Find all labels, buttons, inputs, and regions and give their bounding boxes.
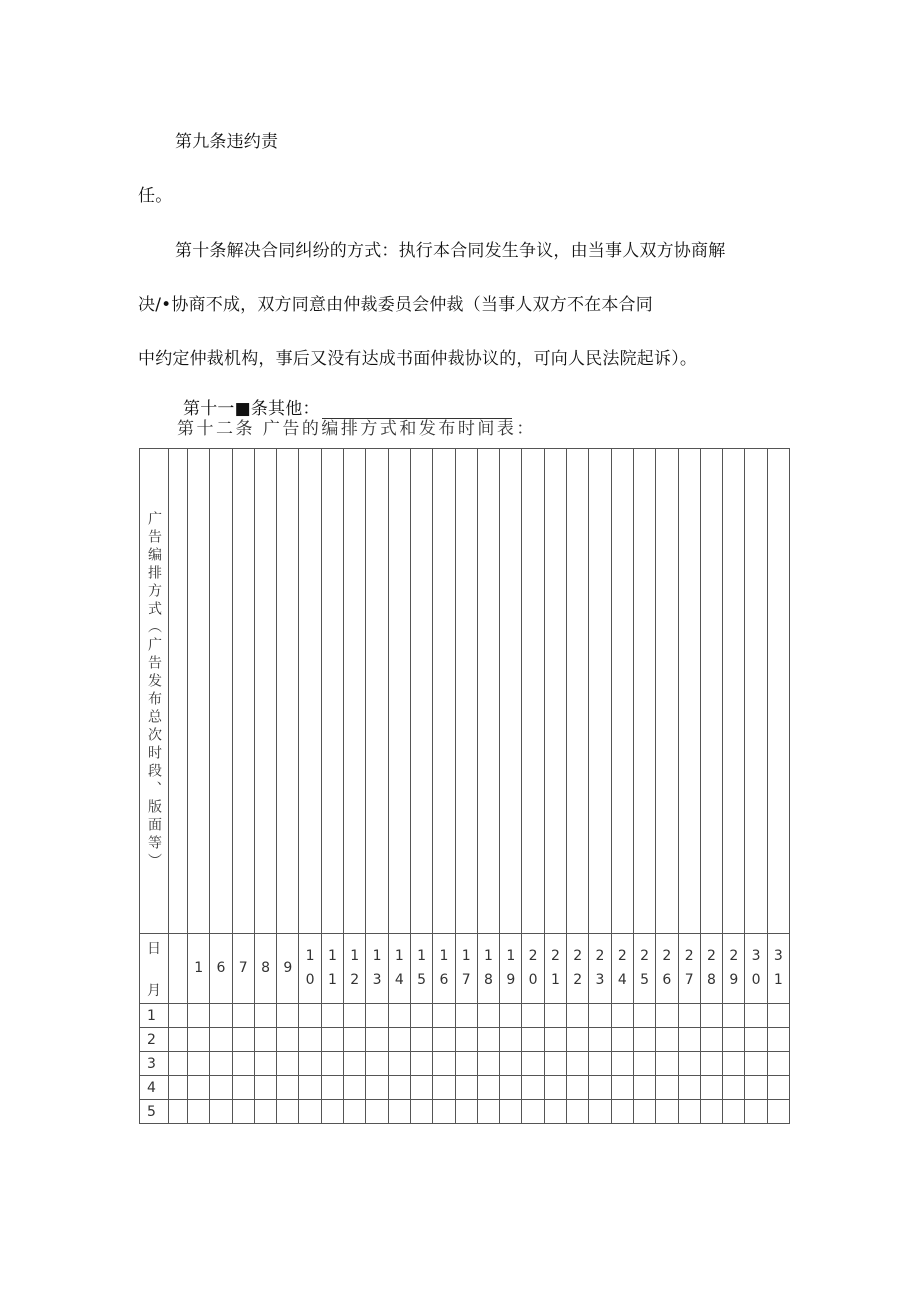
schedule-cell[interactable] bbox=[169, 1076, 188, 1100]
article-10-line-1: 第十条解决合同纠纷的方式：执行本合同发生争议，由当事人双方协商解 bbox=[175, 241, 726, 261]
schedule-cell[interactable] bbox=[633, 1004, 655, 1028]
schedule-cell[interactable] bbox=[723, 1028, 745, 1052]
day-number-cell bbox=[299, 934, 321, 1004]
day-number-cell bbox=[745, 934, 767, 1004]
schedule-cell[interactable] bbox=[723, 1052, 745, 1076]
month-number: 2 bbox=[140, 1028, 169, 1052]
layout-method-cell[interactable] bbox=[678, 449, 700, 934]
schedule-cell[interactable] bbox=[254, 1076, 276, 1100]
schedule-cell[interactable] bbox=[767, 1076, 789, 1100]
article-10-line-2: 决/•协商不成，双方同意由仲裁委员会仲裁（当事人双方不在本合同 bbox=[138, 295, 653, 315]
schedule-cell[interactable] bbox=[277, 1028, 299, 1052]
schedule-cell[interactable] bbox=[169, 1052, 188, 1076]
day-number-cell bbox=[767, 934, 789, 1004]
layout-method-cell[interactable] bbox=[210, 449, 232, 934]
layout-method-header bbox=[140, 449, 169, 934]
day-number: 2 0 bbox=[528, 948, 538, 988]
layout-method-cell[interactable] bbox=[656, 449, 678, 934]
schedule-cell[interactable] bbox=[633, 1100, 655, 1124]
day-number: 1 9 bbox=[506, 948, 516, 988]
schedule-cell[interactable] bbox=[388, 1028, 410, 1052]
schedule-cell[interactable] bbox=[366, 1028, 388, 1052]
schedule-cell[interactable] bbox=[254, 1052, 276, 1076]
layout-method-cell[interactable] bbox=[344, 449, 366, 934]
schedule-cell[interactable] bbox=[567, 1100, 589, 1124]
day-number: 1 5 bbox=[417, 948, 427, 988]
table-row bbox=[140, 1004, 790, 1028]
month-number: 4 bbox=[140, 1076, 169, 1100]
layout-method-cell[interactable] bbox=[321, 449, 343, 934]
schedule-cell[interactable] bbox=[589, 1028, 611, 1052]
day-number: 2 6 bbox=[662, 948, 672, 988]
schedule-cell[interactable] bbox=[589, 1100, 611, 1124]
layout-method-cell[interactable] bbox=[500, 449, 522, 934]
article-11-label: 第十一■条其他： bbox=[183, 399, 320, 419]
schedule-cell[interactable] bbox=[388, 1004, 410, 1028]
layout-method-cell[interactable] bbox=[567, 449, 589, 934]
schedule-cell[interactable] bbox=[700, 1052, 722, 1076]
schedule-cell[interactable] bbox=[633, 1076, 655, 1100]
schedule-cell[interactable] bbox=[567, 1052, 589, 1076]
schedule-cell[interactable] bbox=[723, 1076, 745, 1100]
layout-method-cell[interactable] bbox=[477, 449, 499, 934]
schedule-cell[interactable] bbox=[567, 1076, 589, 1100]
day-number: 1 1 bbox=[327, 948, 337, 988]
schedule-cell[interactable] bbox=[410, 1028, 432, 1052]
schedule-cell[interactable] bbox=[700, 1028, 722, 1052]
schedule-cell[interactable] bbox=[232, 1028, 254, 1052]
schedule-cell[interactable] bbox=[321, 1028, 343, 1052]
schedule-cell[interactable] bbox=[169, 1004, 188, 1028]
schedule-cell[interactable] bbox=[210, 1076, 232, 1100]
schedule-cell[interactable] bbox=[410, 1100, 432, 1124]
schedule-cell[interactable] bbox=[611, 1004, 633, 1028]
schedule-cell[interactable] bbox=[188, 1076, 210, 1100]
schedule-cell[interactable] bbox=[500, 1004, 522, 1028]
schedule-cell[interactable] bbox=[366, 1100, 388, 1124]
schedule-cell[interactable] bbox=[254, 1028, 276, 1052]
day-number: 2 5 bbox=[640, 948, 650, 988]
layout-method-cell[interactable] bbox=[611, 449, 633, 934]
schedule-cell[interactable] bbox=[678, 1004, 700, 1028]
month-label: 月 bbox=[147, 982, 161, 999]
schedule-cell[interactable] bbox=[344, 1076, 366, 1100]
schedule-cell[interactable] bbox=[745, 1004, 767, 1028]
day-number: 9 bbox=[283, 959, 293, 976]
schedule-cell[interactable] bbox=[188, 1028, 210, 1052]
schedule-cell[interactable] bbox=[678, 1052, 700, 1076]
day-number: 3 1 bbox=[773, 948, 783, 988]
day-number-cell bbox=[277, 934, 299, 1004]
day-number: 2 3 bbox=[595, 948, 605, 988]
schedule-cell[interactable] bbox=[366, 1076, 388, 1100]
schedule-cell[interactable] bbox=[522, 1100, 544, 1124]
article-10-line-3: 中约定仲裁机构，事后又没有达成书面仲裁协议的，可向人民法院起诉）。 bbox=[138, 349, 698, 369]
schedule-cell[interactable] bbox=[321, 1004, 343, 1028]
schedule-cell[interactable] bbox=[589, 1052, 611, 1076]
day-label: 日 bbox=[147, 940, 161, 957]
layout-method-cell[interactable] bbox=[299, 449, 321, 934]
day-number: 2 7 bbox=[684, 948, 694, 988]
schedule-cell[interactable] bbox=[232, 1076, 254, 1100]
layout-method-cell[interactable] bbox=[433, 449, 455, 934]
day-number-cell bbox=[567, 934, 589, 1004]
article-12-heading: 第十二条 广告的编排方式和发布时间表： bbox=[177, 419, 536, 439]
schedule-cell[interactable] bbox=[522, 1028, 544, 1052]
table-row bbox=[140, 1100, 790, 1124]
day-number: 2 1 bbox=[550, 948, 560, 988]
day-number-cell bbox=[254, 934, 276, 1004]
schedule-cell[interactable] bbox=[678, 1100, 700, 1124]
day-number: 6 bbox=[216, 959, 226, 976]
schedule-cell[interactable] bbox=[544, 1076, 566, 1100]
schedule-cell[interactable] bbox=[477, 1076, 499, 1100]
day-number: 1 6 bbox=[439, 948, 449, 988]
schedule-cell[interactable] bbox=[745, 1052, 767, 1076]
schedule-cell[interactable] bbox=[500, 1052, 522, 1076]
schedule-cell[interactable] bbox=[433, 1028, 455, 1052]
article-9-heading: 第九条违约责 bbox=[175, 132, 279, 152]
table-row bbox=[140, 1052, 790, 1076]
layout-method-cell[interactable] bbox=[366, 449, 388, 934]
schedule-cell[interactable] bbox=[723, 1100, 745, 1124]
schedule-cell[interactable] bbox=[366, 1004, 388, 1028]
schedule-cell[interactable] bbox=[388, 1100, 410, 1124]
schedule-cell[interactable] bbox=[678, 1028, 700, 1052]
schedule-cell[interactable] bbox=[210, 1004, 232, 1028]
schedule-cell[interactable] bbox=[767, 1004, 789, 1028]
schedule-cell[interactable] bbox=[589, 1004, 611, 1028]
schedule-cell[interactable] bbox=[522, 1076, 544, 1100]
ad-schedule-table bbox=[139, 448, 790, 1124]
schedule-cell[interactable] bbox=[188, 1100, 210, 1124]
layout-method-cell[interactable] bbox=[232, 449, 254, 934]
schedule-cell[interactable] bbox=[455, 1028, 477, 1052]
schedule-cell[interactable] bbox=[544, 1100, 566, 1124]
layout-method-cell[interactable] bbox=[522, 449, 544, 934]
schedule-cell[interactable] bbox=[344, 1004, 366, 1028]
schedule-cell[interactable] bbox=[700, 1076, 722, 1100]
month-day-label-cell bbox=[140, 934, 169, 1004]
day-number: 1 3 bbox=[372, 948, 382, 988]
schedule-cell[interactable] bbox=[723, 1004, 745, 1028]
schedule-cell[interactable] bbox=[477, 1052, 499, 1076]
schedule-cell[interactable] bbox=[455, 1004, 477, 1028]
schedule-cell[interactable] bbox=[388, 1052, 410, 1076]
schedule-cell[interactable] bbox=[544, 1052, 566, 1076]
day-number-cell bbox=[388, 934, 410, 1004]
layout-method-cell[interactable] bbox=[589, 449, 611, 934]
day-number-cell bbox=[723, 934, 745, 1004]
schedule-cell[interactable] bbox=[410, 1052, 432, 1076]
schedule-cell[interactable] bbox=[522, 1004, 544, 1028]
schedule-cell[interactable] bbox=[277, 1052, 299, 1076]
day-number-cell bbox=[366, 934, 388, 1004]
schedule-cell[interactable] bbox=[344, 1052, 366, 1076]
layout-method-cell[interactable] bbox=[633, 449, 655, 934]
day-number-cell bbox=[477, 934, 499, 1004]
schedule-cell[interactable] bbox=[745, 1076, 767, 1100]
schedule-cell[interactable] bbox=[277, 1100, 299, 1124]
day-row bbox=[140, 934, 790, 1004]
day-number: 2 4 bbox=[617, 948, 627, 988]
schedule-cell[interactable] bbox=[299, 1100, 321, 1124]
schedule-cell[interactable] bbox=[344, 1028, 366, 1052]
layout-method-cell[interactable] bbox=[544, 449, 566, 934]
day-number-cell bbox=[500, 934, 522, 1004]
schedule-cell[interactable] bbox=[455, 1100, 477, 1124]
day-number-cell bbox=[344, 934, 366, 1004]
schedule-cell[interactable] bbox=[500, 1028, 522, 1052]
schedule-cell[interactable] bbox=[232, 1100, 254, 1124]
schedule-cell[interactable] bbox=[344, 1100, 366, 1124]
schedule-cell[interactable] bbox=[477, 1004, 499, 1028]
schedule-cell[interactable] bbox=[299, 1028, 321, 1052]
day-number: 1 8 bbox=[484, 948, 493, 988]
schedule-cell[interactable] bbox=[522, 1052, 544, 1076]
table-row bbox=[140, 1028, 790, 1052]
schedule-cell[interactable] bbox=[299, 1052, 321, 1076]
article-9-continuation: 任。 bbox=[138, 186, 173, 206]
layout-method-cell[interactable] bbox=[700, 449, 722, 934]
schedule-cell[interactable] bbox=[433, 1100, 455, 1124]
schedule-cell[interactable] bbox=[656, 1100, 678, 1124]
schedule-cell[interactable] bbox=[210, 1028, 232, 1052]
schedule-cell[interactable] bbox=[611, 1052, 633, 1076]
day-number: 2 9 bbox=[729, 948, 739, 988]
schedule-cell[interactable] bbox=[321, 1052, 343, 1076]
schedule-cell[interactable] bbox=[169, 1100, 188, 1124]
day-number: 8 bbox=[261, 959, 270, 976]
schedule-cell[interactable] bbox=[745, 1028, 767, 1052]
schedule-cell[interactable] bbox=[589, 1076, 611, 1100]
table-header-row bbox=[140, 449, 790, 934]
schedule-cell[interactable] bbox=[188, 1052, 210, 1076]
day-number: 1 4 bbox=[394, 948, 404, 988]
schedule-cell[interactable] bbox=[767, 1100, 789, 1124]
schedule-cell[interactable] bbox=[366, 1052, 388, 1076]
schedule-cell[interactable] bbox=[254, 1100, 276, 1124]
schedule-cell[interactable] bbox=[611, 1076, 633, 1100]
day-number-cell bbox=[433, 934, 455, 1004]
day-number: 1 0 bbox=[305, 948, 315, 988]
month-number: 1 bbox=[140, 1004, 169, 1028]
month-number: 5 bbox=[140, 1100, 169, 1124]
layout-method-cell[interactable] bbox=[277, 449, 299, 934]
layout-method-cell[interactable] bbox=[745, 449, 767, 934]
schedule-cell[interactable] bbox=[656, 1004, 678, 1028]
schedule-cell[interactable] bbox=[567, 1028, 589, 1052]
layout-method-cell[interactable] bbox=[169, 449, 188, 934]
day-number-cell bbox=[232, 934, 254, 1004]
schedule-cell[interactable] bbox=[656, 1052, 678, 1076]
schedule-cell[interactable] bbox=[388, 1076, 410, 1100]
schedule-cell[interactable] bbox=[477, 1028, 499, 1052]
schedule-cell[interactable] bbox=[277, 1076, 299, 1100]
schedule-cell[interactable] bbox=[767, 1052, 789, 1076]
schedule-cell[interactable] bbox=[567, 1004, 589, 1028]
day-number-cell bbox=[633, 934, 655, 1004]
layout-method-cell[interactable] bbox=[767, 449, 789, 934]
schedule-cell[interactable] bbox=[455, 1076, 477, 1100]
layout-method-cell[interactable] bbox=[455, 449, 477, 934]
schedule-cell[interactable] bbox=[544, 1028, 566, 1052]
layout-method-label: 广告编排方式（广告发布总次时段、版面等） bbox=[146, 511, 162, 871]
layout-method-cell[interactable] bbox=[388, 449, 410, 934]
schedule-cell[interactable] bbox=[210, 1100, 232, 1124]
day-number-cell bbox=[522, 934, 544, 1004]
schedule-cell[interactable] bbox=[277, 1004, 299, 1028]
schedule-cell[interactable] bbox=[232, 1052, 254, 1076]
schedule-cell[interactable] bbox=[410, 1076, 432, 1100]
day-number-cell bbox=[589, 934, 611, 1004]
day-number: 2 8 bbox=[707, 948, 716, 988]
schedule-cell[interactable] bbox=[656, 1076, 678, 1100]
schedule-cell[interactable] bbox=[210, 1052, 232, 1076]
schedule-cell[interactable] bbox=[455, 1052, 477, 1076]
day-number: 3 0 bbox=[751, 948, 761, 988]
day-number-cell bbox=[455, 934, 477, 1004]
schedule-cell[interactable] bbox=[678, 1076, 700, 1100]
schedule-cell[interactable] bbox=[500, 1100, 522, 1124]
day-number-cell bbox=[700, 934, 722, 1004]
day-number: 7 bbox=[238, 959, 248, 976]
schedule-cell[interactable] bbox=[656, 1028, 678, 1052]
day-number-cell bbox=[210, 934, 232, 1004]
schedule-cell[interactable] bbox=[321, 1076, 343, 1100]
schedule-cell[interactable] bbox=[433, 1052, 455, 1076]
schedule-cell[interactable] bbox=[321, 1100, 343, 1124]
day-number-cell bbox=[544, 934, 566, 1004]
schedule-cell[interactable] bbox=[544, 1004, 566, 1028]
day-number: 1 7 bbox=[461, 948, 471, 988]
schedule-cell[interactable] bbox=[299, 1076, 321, 1100]
layout-method-cell[interactable] bbox=[410, 449, 432, 934]
schedule-cell[interactable] bbox=[169, 1028, 188, 1052]
day-number: 2 2 bbox=[573, 948, 583, 988]
day-number-cell bbox=[410, 934, 432, 1004]
schedule-cell[interactable] bbox=[633, 1028, 655, 1052]
schedule-cell[interactable] bbox=[299, 1004, 321, 1028]
day-number-cell bbox=[169, 934, 188, 1004]
schedule-cell[interactable] bbox=[500, 1076, 522, 1100]
layout-method-cell[interactable] bbox=[254, 449, 276, 934]
day-number-cell bbox=[321, 934, 343, 1004]
schedule-cell[interactable] bbox=[433, 1076, 455, 1100]
layout-method-cell[interactable] bbox=[723, 449, 745, 934]
day-number: 1 2 bbox=[350, 948, 360, 988]
schedule-cell[interactable] bbox=[767, 1028, 789, 1052]
schedule-cell[interactable] bbox=[700, 1100, 722, 1124]
schedule-cell[interactable] bbox=[188, 1004, 210, 1028]
schedule-cell[interactable] bbox=[433, 1004, 455, 1028]
day-number-cell bbox=[678, 934, 700, 1004]
day-number-cell bbox=[656, 934, 678, 1004]
schedule-cell[interactable] bbox=[611, 1100, 633, 1124]
table-row bbox=[140, 1076, 790, 1100]
schedule-cell[interactable] bbox=[254, 1004, 276, 1028]
schedule-cell[interactable] bbox=[477, 1100, 499, 1124]
schedule-cell[interactable] bbox=[611, 1028, 633, 1052]
layout-method-cell[interactable] bbox=[188, 449, 210, 934]
schedule-cell[interactable] bbox=[232, 1004, 254, 1028]
schedule-cell[interactable] bbox=[410, 1004, 432, 1028]
day-number: 1 bbox=[194, 959, 204, 976]
day-number-cell bbox=[188, 934, 210, 1004]
schedule-cell[interactable] bbox=[700, 1004, 722, 1028]
month-number: 3 bbox=[140, 1052, 169, 1076]
schedule-cell[interactable] bbox=[633, 1052, 655, 1076]
day-number-cell bbox=[611, 934, 633, 1004]
schedule-cell[interactable] bbox=[745, 1100, 767, 1124]
